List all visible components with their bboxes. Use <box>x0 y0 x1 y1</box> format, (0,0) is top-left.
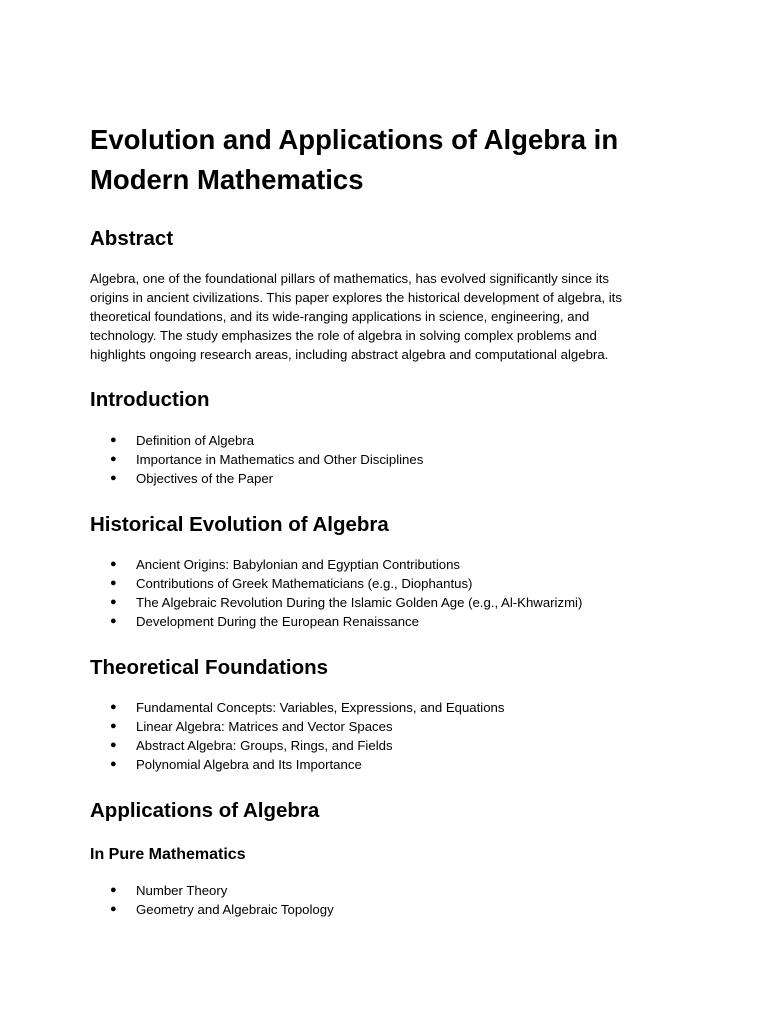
bullet-icon: ● <box>110 453 117 465</box>
bullet-icon: ● <box>110 615 117 627</box>
pure-mathematics-subheading: In Pure Mathematics <box>90 846 246 863</box>
bullet-icon: ● <box>110 577 117 589</box>
list-item-text: The Algebraic Revolution During the Islamic Golden Age (e.g., Al-Khwarizmi) <box>136 595 583 610</box>
list-item <box>90 755 504 774</box>
list-item <box>90 469 423 488</box>
list-item-text: Geometry and Algebraic Topology <box>136 902 334 917</box>
bullet-icon: ● <box>110 884 117 896</box>
list-item-text: Definition of Algebra <box>136 433 255 448</box>
list-item-text: Fundamental Concepts: Variables, Expressions, and Equations <box>136 700 505 715</box>
list-item <box>90 593 582 612</box>
bullet-icon: ● <box>110 701 117 713</box>
list-item <box>90 881 334 900</box>
list-item <box>90 555 582 574</box>
bullet-icon: ● <box>110 720 117 732</box>
bullet-icon: ● <box>110 596 117 608</box>
bullet-icon: ● <box>110 903 117 915</box>
abstract-line: technology. The study emphasizes the role of algebra in solving complex problems and <box>90 328 597 343</box>
list-item-text: Importance in Mathematics and Other Disciplines <box>136 452 424 467</box>
bullet-icon: ● <box>110 739 117 751</box>
introduction-heading: Introduction <box>90 388 210 411</box>
theoretical-list <box>90 698 504 774</box>
list-item <box>90 450 423 469</box>
list-item-text: Polynomial Algebra and Its Importance <box>136 757 362 772</box>
list-item-text: Abstract Algebra: Groups, Rings, and Fields <box>136 738 393 753</box>
list-item-text: Linear Algebra: Matrices and Vector Spaces <box>136 719 393 734</box>
introduction-list <box>90 431 423 488</box>
abstract-line: theoretical foundations, and its wide-ranging applications in science, engineering, and <box>90 309 590 324</box>
abstract-heading: Abstract <box>90 227 174 250</box>
historical-list <box>90 555 582 631</box>
list-item <box>90 698 504 717</box>
list-item <box>90 574 582 593</box>
bullet-icon: ● <box>110 434 117 446</box>
abstract-line: Algebra, one of the foundational pillars of mathematics, has evolved significantly since its <box>90 271 609 286</box>
bullet-icon: ● <box>110 472 117 484</box>
historical-heading: Historical Evolution of Algebra <box>90 513 389 536</box>
abstract-line: origins in ancient civilizations. This paper explores the historical development of algebra, its <box>90 290 622 305</box>
list-item-text: Ancient Origins: Babylonian and Egyptian Contributions <box>136 557 461 572</box>
abstract-paragraph <box>90 269 690 364</box>
abstract-line: highlights ongoing research areas, including abstract algebra and computational algebra. <box>90 347 609 362</box>
pure-mathematics-list <box>90 881 334 919</box>
list-item <box>90 431 423 450</box>
list-item-text: Number Theory <box>136 883 228 898</box>
theoretical-heading: Theoretical Foundations <box>90 656 329 679</box>
list-item <box>90 612 582 631</box>
page-title: Evolution and Applications of Algebra in Modern Mathematics <box>90 124 619 195</box>
list-item-text: Contributions of Greek Mathematicians (e.g., Diophantus) <box>136 576 473 591</box>
list-item <box>90 736 504 755</box>
list-item <box>90 900 334 919</box>
list-item-text: Objectives of the Paper <box>136 471 274 486</box>
applications-heading: Applications of Algebra <box>90 799 320 822</box>
list-item-text: Development During the European Renaissance <box>136 614 419 629</box>
list-item <box>90 717 504 736</box>
bullet-icon: ● <box>110 758 117 770</box>
bullet-icon: ● <box>110 558 117 570</box>
